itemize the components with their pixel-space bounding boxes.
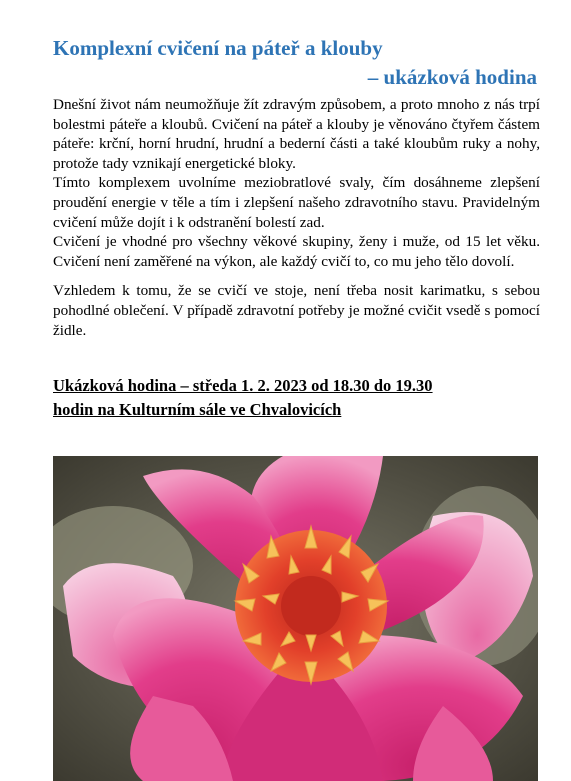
title-line-2: – ukázková hodina <box>367 65 537 89</box>
water-lily-photo <box>53 456 538 781</box>
event-info <box>53 374 543 422</box>
event-line-2: hodin na Kulturním sále ve Chvalovicích <box>53 400 342 419</box>
paragraph-equipment: Vzhledem k tomu, že se cvičí ve stoje, není třeba nosit karimatku, s sebou pohodlné oblečení. V případě zdravotní potřeby je možné cvičit vsedě s pomocí židle. <box>53 282 540 339</box>
paragraph-benefits: Tímto komplexem uvolníme meziobratlové svaly, čím dosáhneme zlepšení proudění energie v těle a tím i zlepšení našeho zdravotního stavu. Pravidelným cvičení může dojít i k odstranění bolestí zad. <box>53 174 540 231</box>
title-line-1: Komplexní cvičení na páteř a klouby <box>53 36 383 60</box>
paragraph-audience: Cvičení je vhodné pro všechny věkové skupiny, ženy i muže, od 15 let věku. Cvičení není zaměřené na výkon, ale každý cvičí to, co mu jeho tělo dovolí. <box>53 233 540 270</box>
event-line-1: Ukázková hodina – středa 1. 2. 2023 od 18.30 do 19.30 <box>53 376 433 395</box>
paragraph-intro: Dnešní život nám neumožňuje žít zdravým způsobem, a proto mnoho z nás trpí bolestmi páteře a kloubů. Cvičení na páteř a klouby je věnováno čtyřem částem páteře: krční, horní hrudní, hrudní a bederní části a také kloubům ruky a nohy, protože tady vznikají energetické bloky. <box>53 96 540 172</box>
body-text <box>53 95 540 340</box>
page-title <box>53 34 543 92</box>
